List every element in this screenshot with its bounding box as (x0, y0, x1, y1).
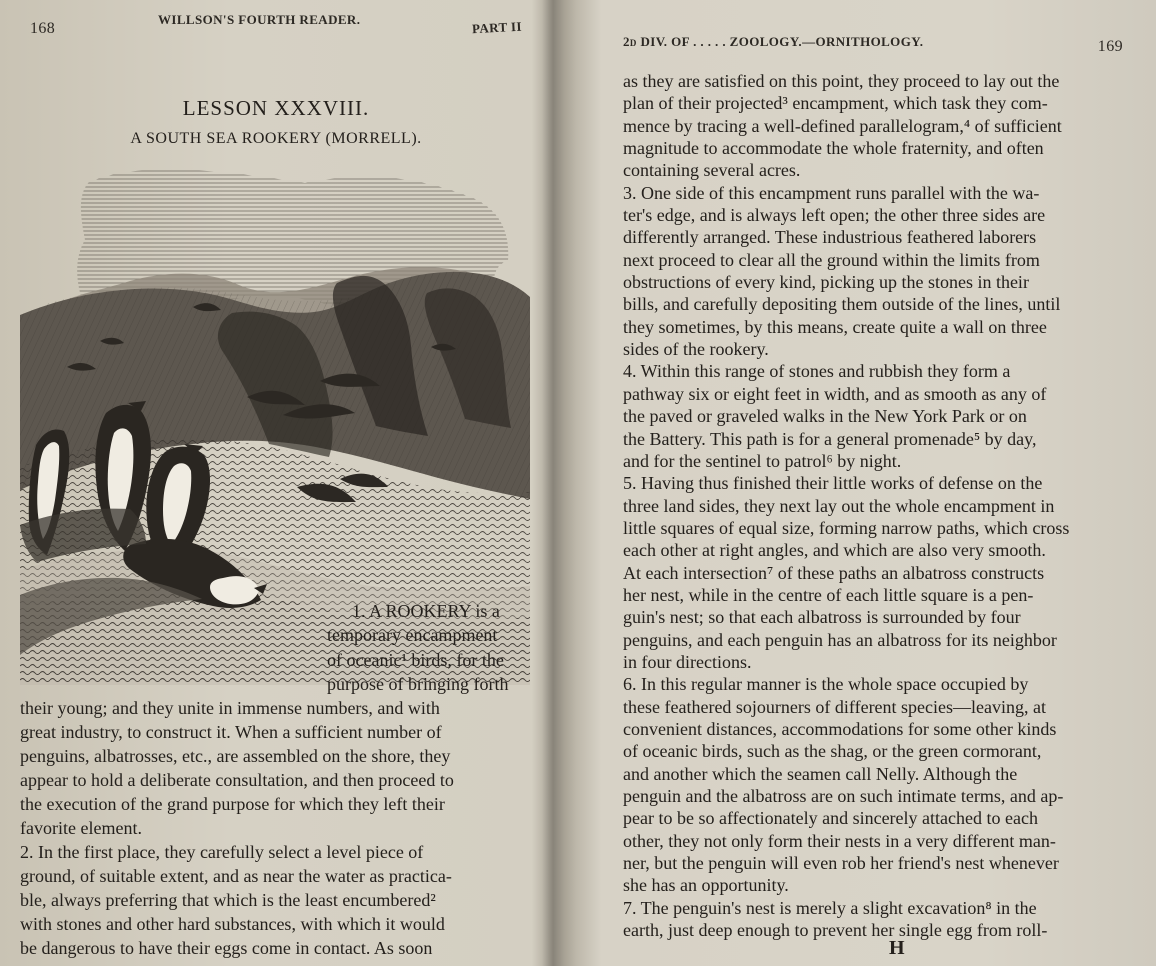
left-text-line-10: favorite element. (20, 818, 142, 838)
right-text-line-15: pathway six or eight feet in width, and as smooth as any of (623, 383, 1047, 404)
right-text-line-29: these feathered sojourners of different species—leaving, at (623, 696, 1046, 717)
left-text-line-2: temporary encampment (327, 625, 498, 645)
right-text-line-32: and another which the seamen call Nelly. Although the (623, 763, 1018, 784)
right-text-line-6: 3. One side of this encampment runs parallel with the wa- (623, 182, 1040, 203)
right-text-line-18: and for the sentinel to patrol⁶ by night. (623, 450, 902, 471)
signature-mark: H (889, 937, 905, 959)
right-text-line-5: containing several acres. (623, 160, 801, 181)
right-text-line-23: At each intersection⁷ of these paths an albatross constructs (623, 562, 1045, 583)
left-text-line-11: 2. In the first place, they carefully select a level piece of (20, 842, 424, 862)
left-text-line-1: 1. A ROOKERY is a (352, 601, 500, 621)
right-text-line-24: her nest, while in the centre of each little square is a pen- (623, 584, 1034, 605)
right-text-line-30: convenient distances, accommodations for some other kinds (623, 718, 1057, 739)
left-text-line-4: purpose of bringing forth (327, 674, 509, 694)
right-text-line-16: the paved or graveled walks in the New York Park or on (623, 406, 1027, 427)
right-text-line-8: differently arranged. These industrious feathered laborers (623, 227, 1037, 248)
left-page (0, 0, 552, 966)
right-text-line-19: 5. Having thus finished their little works of defense on the (623, 473, 1043, 494)
left-text-line-9: the execution of the grand purpose for which they left their (20, 794, 445, 814)
left-text-line-15: be dangerous to have their eggs come in contact. As soon (20, 938, 433, 958)
right-text-line-4: magnitude to accommodate the whole fraternity, and often (623, 138, 1044, 159)
right-text-line-10: obstructions of every kind, picking up the stones in their (623, 272, 1029, 293)
right-text-line-11: bills, and carefully depositing them outside of the lines, until (623, 294, 1061, 315)
right-text-line-17: the Battery. This path is for a general promenade⁵ by day, (623, 428, 1037, 449)
right-page-number: 169 (1097, 38, 1123, 55)
right-text-line-22: each other at right angles, and which are also very smooth. (623, 540, 1046, 561)
right-text-line-28: 6. In this regular manner is the whole space occupied by (623, 674, 1029, 695)
left-text-line-7: penguins, albatrosses, etc., are assembled on the shore, they (20, 746, 451, 766)
left-running-title: WILLSON'S FOURTH READER. (158, 12, 361, 27)
right-text-line-27: in four directions. (623, 651, 752, 672)
right-text-line-38: 7. The penguin's nest is merely a slight excavation⁸ in the (623, 897, 1037, 918)
right-running-head (619, 12, 1129, 55)
right-text-line-1: as they are satisfied on this point, they proceed to lay out the (623, 71, 1060, 91)
lesson-title: LESSON XXXVIII. (182, 96, 370, 120)
left-text-line-6: great industry, to construct it. When a sufficient number of (20, 722, 442, 742)
right-text-line-20: three land sides, they next lay out the whole encampment in (623, 495, 1055, 516)
right-text-line-34: pear to be so affectionately and sincerely attached to each (623, 808, 1038, 829)
left-page-number: 168 (30, 20, 56, 37)
left-text-line-3: of oceanic¹ birds, for the (327, 650, 504, 670)
left-running-head (26, 12, 532, 42)
right-text-line-26: penguins, and each penguin has an albatross for its neighbor (623, 629, 1057, 650)
left-text-line-8: appear to hold a deliberate consultation, and then proceed to (20, 770, 454, 790)
left-text-line-5: their young; and they unite in immense numbers, and with (20, 698, 440, 718)
right-text-line-35: other, they not only form their nests in a very different man- (623, 830, 1056, 851)
right-text-line-9: next proceed to clear all the ground within the limits from (623, 249, 1040, 270)
left-text-line-14: with stones and other hard substances, with which it would (20, 914, 445, 934)
right-page-body (623, 70, 1123, 941)
left-text-line-12: ground, of suitable extent, and as near the water as practica- (20, 866, 452, 886)
right-text-line-37: she has an opportunity. (623, 875, 789, 896)
lesson-subtitle: A SOUTH SEA ROOKERY (MORRELL). (130, 130, 422, 147)
right-text-line-36: ner, but the penguin will even rob her friend's nest whenever (623, 853, 1059, 874)
right-text-line-39: earth, just deep enough to prevent her single egg from roll- (623, 920, 1048, 941)
right-running-title: 2d DIV. OF . . . . . ZOOLOGY.—ORNITHOLOGY. (623, 34, 924, 49)
right-text-line-25: guin's nest; so that each albatross is surrounded by four (623, 607, 1021, 628)
right-text-line-13: sides of the rookery. (623, 339, 769, 360)
left-text-line-13: ble, always preferring that which is the least encumbered² (20, 890, 436, 910)
right-text-line-12: they sometimes, by this means, create quite a wall on three (623, 316, 1047, 337)
right-text-line-14: 4. Within this range of stones and rubbish they form a (623, 361, 1011, 382)
right-text-line-3: mence by tracing a well-defined parallelogram,⁴ of sufficient (623, 115, 1062, 136)
right-text-line-33: penguin and the albatross are on such intimate terms, and ap- (623, 786, 1064, 806)
part-label: PART II (471, 18, 523, 37)
right-text-line-7: ter's edge, and is always left open; the other three sides are (623, 205, 1046, 226)
right-text-line-2: plan of their projected³ encampment, which task they com- (623, 93, 1048, 114)
right-text-line-21: little squares of equal size, forming narrow paths, which cross (623, 517, 1070, 538)
right-text-line-31: of oceanic birds, such as the shag, or the green cormorant, (623, 741, 1042, 762)
right-page (563, 0, 1156, 966)
